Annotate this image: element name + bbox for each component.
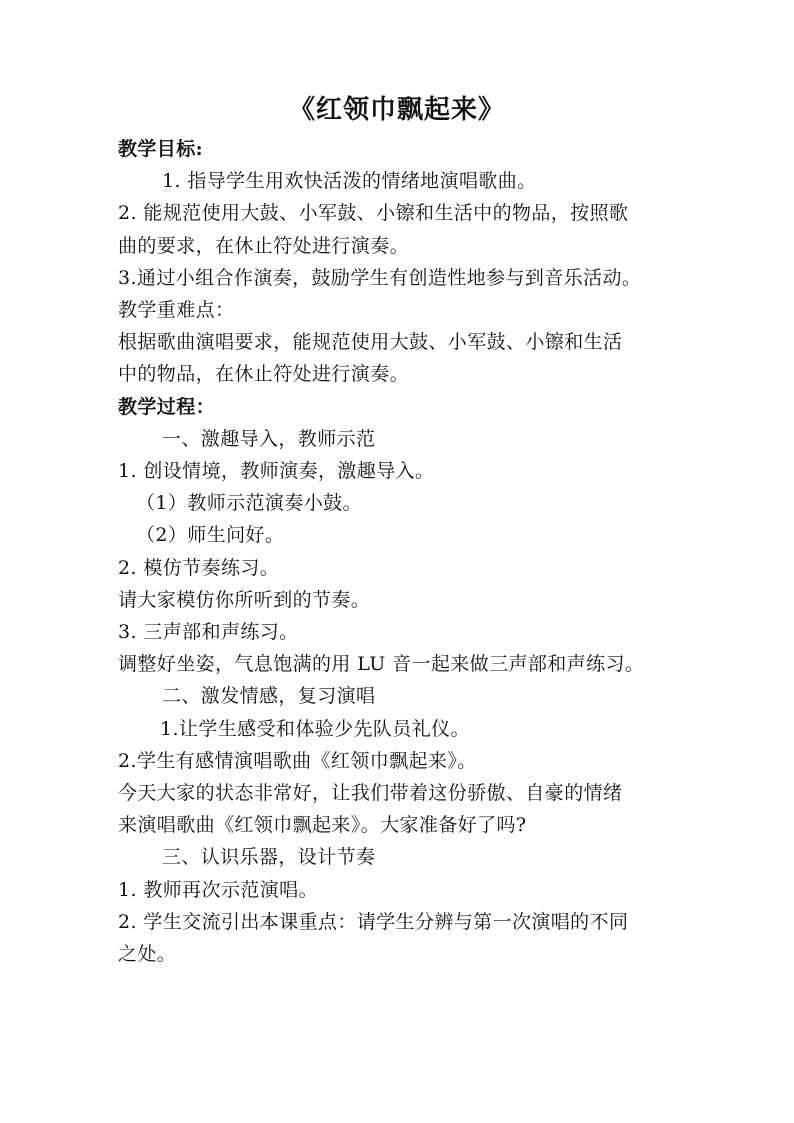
section-1-item-2: 2. 模仿节奏练习。 — [118, 556, 280, 579]
goal-item-1: 1. 指导学生用欢快活泼的情绪地演唱歌曲。 — [162, 170, 537, 193]
section-3-item-2-line-1: 2. 学生交流引出本课重点：请学生分辨与第一次演唱的不同 — [118, 910, 629, 933]
section-1-heading: 一、激趣导入，教师示范 — [162, 427, 376, 450]
heading-key-points: 教学重难点： — [118, 299, 235, 322]
goal-item-2-line-1: 2. 能规范使用大鼓、小军鼓、小镲和生活中的物品，按照歌 — [118, 202, 629, 225]
goal-item-3: 3.通过小组合作演奏，鼓励学生有创造性地参与到音乐活动。 — [118, 266, 642, 289]
section-1-item-2-text: 请大家模仿你所听到的节奏。 — [118, 588, 371, 611]
heading-teaching-process: 教学过程： — [118, 395, 216, 418]
goal-item-2-line-2: 曲的要求，在休止符处进行演奏。 — [118, 234, 410, 257]
document-title: 《红领巾飘起来》 — [288, 95, 505, 125]
section-1-item-3-text: 调整好坐姿，气息饱满的用 LU 音一起来做三声部和声练习。 — [118, 653, 645, 676]
key-points-line-1: 根据歌曲演唱要求，能规范使用大鼓、小军鼓、小镲和生活 — [118, 331, 623, 354]
section-2-text-line-2: 来演唱歌曲《红领巾飘起来》。大家准备好了吗? — [118, 814, 527, 837]
section-3-item-2-line-2: 之处。 — [118, 943, 177, 966]
section-1-subitem-1: （1）教师示范演奏小鼓。 — [136, 492, 362, 515]
document-body — [118, 133, 678, 970]
heading-teaching-goals: 教学目标: — [118, 138, 204, 160]
section-3-item-1: 1. 教师再次示范演唱。 — [118, 878, 318, 901]
section-2-item-2: 2.学生有感情演唱歌曲《红领巾飘起来》。 — [118, 749, 477, 772]
section-1-item-1: 1. 创设情境，教师演奏，激趣导入。 — [118, 460, 435, 483]
section-2-item-1: 1.让学生感受和体验少先队员礼仪。 — [160, 717, 470, 740]
section-1-subitem-2: （2）师生问好。 — [136, 524, 285, 547]
section-2-heading: 二、激发情感，复习演唱 — [162, 685, 376, 708]
section-3-heading: 三、认识乐器，设计节奏 — [162, 846, 376, 869]
section-2-text-line-1: 今天大家的状态非常好，让我们带着这份骄傲、自豪的情绪 — [118, 782, 623, 805]
section-1-item-3: 3. 三声部和声练习。 — [118, 621, 299, 644]
key-points-line-2: 中的物品，在休止符处进行演奏。 — [118, 363, 410, 386]
